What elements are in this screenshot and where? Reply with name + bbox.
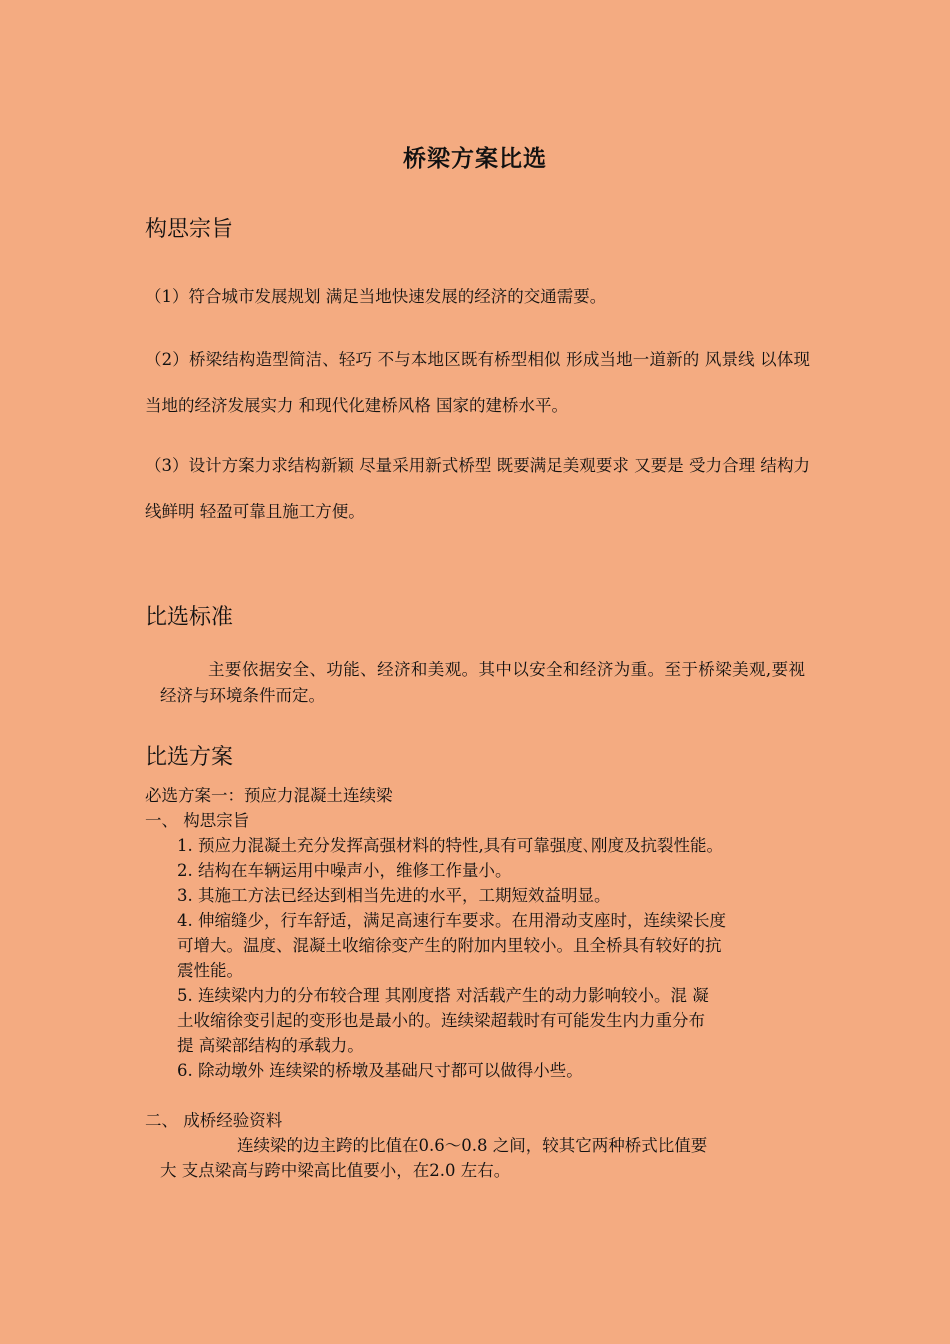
criteria-text: 主要依据安全、功能、经济和美观。其中以安全和经济为重。至于桥梁美观,要视经济与环境条件而定。 — [160, 660, 805, 705]
plan-item-continued: 可增大。温度、混凝土收缩徐变产生的附加内里较小。且全桥具有较好的抗 — [177, 936, 722, 955]
concept-point-3: （3）设计方案力求结构新颖 尽量采用新式桥型 既要满足美观要求 又要是 受力合理 结构力线鲜明 轻盈可靠且施工方便。 — [145, 456, 810, 521]
plan-title: 必选方案一：预应力混凝土连续梁 — [145, 786, 393, 805]
plan-subheading-concept: 一、 构思宗旨 — [145, 811, 250, 830]
plan-subheading-experience: 二、 成桥经验资料 — [145, 1111, 283, 1130]
plan-item-continued: 提 高梁部结构的承载力。 — [177, 1036, 364, 1055]
plan-item: 1. 预应力混凝土充分发挥高强材料的特性,具有可靠强度､刚度及抗裂性能。 — [177, 836, 723, 855]
plan-item: 6. 除动墩外 连续梁的桥墩及基础尺寸都可以做得小些。 — [177, 1061, 583, 1080]
plan-item: 4. 伸缩缝少，行车舒适，满足高速行车要求。在用滑动支座时，连续梁长度 — [177, 911, 726, 930]
heading-concept: 构思宗旨 — [145, 217, 234, 242]
plan-item: 2. 结构在车辆运用中噪声小，维修工作量小。 — [177, 861, 512, 880]
plan-item-continued: 土收缩徐变引起的变形也是最小的。连续梁超载时有可能发生内力重分布 — [177, 1011, 705, 1030]
plan-item-continued: 震性能。 — [177, 961, 243, 980]
spacer — [145, 1083, 815, 1108]
concept-point-1: （1）符合城市发展规划 满足当地快速发展的经济的交通需要。 — [145, 287, 607, 306]
plan-item: 3. 其施工方法已经达到相当先进的水平，工期短效益明显。 — [177, 886, 611, 905]
heading-criteria: 比选标准 — [145, 605, 234, 630]
plan-item: 5. 连续梁内力的分布较合理 其刚度搭 对活载产生的动力影响较小。混 凝 — [177, 986, 709, 1005]
plan-section — [145, 783, 815, 1183]
experience-text-line-1: 连续梁的边主跨的比值在0.6～0.8 之间，较其它两种桥式比值要 — [237, 1136, 708, 1155]
experience-text-line-2: 大 支点梁高与跨中梁高比值要小，在2.0 左右。 — [160, 1161, 511, 1180]
concept-point-2: （2）桥梁结构造型简洁、轻巧 不与本地区既有桥型相似 形成当地一道新的 风景线 以体现当地的经济发展实力 和现代化建桥风格 国家的建桥水平。 — [145, 350, 810, 415]
heading-plans: 比选方案 — [145, 745, 234, 770]
document-title: 桥梁方案比选 — [403, 146, 547, 172]
